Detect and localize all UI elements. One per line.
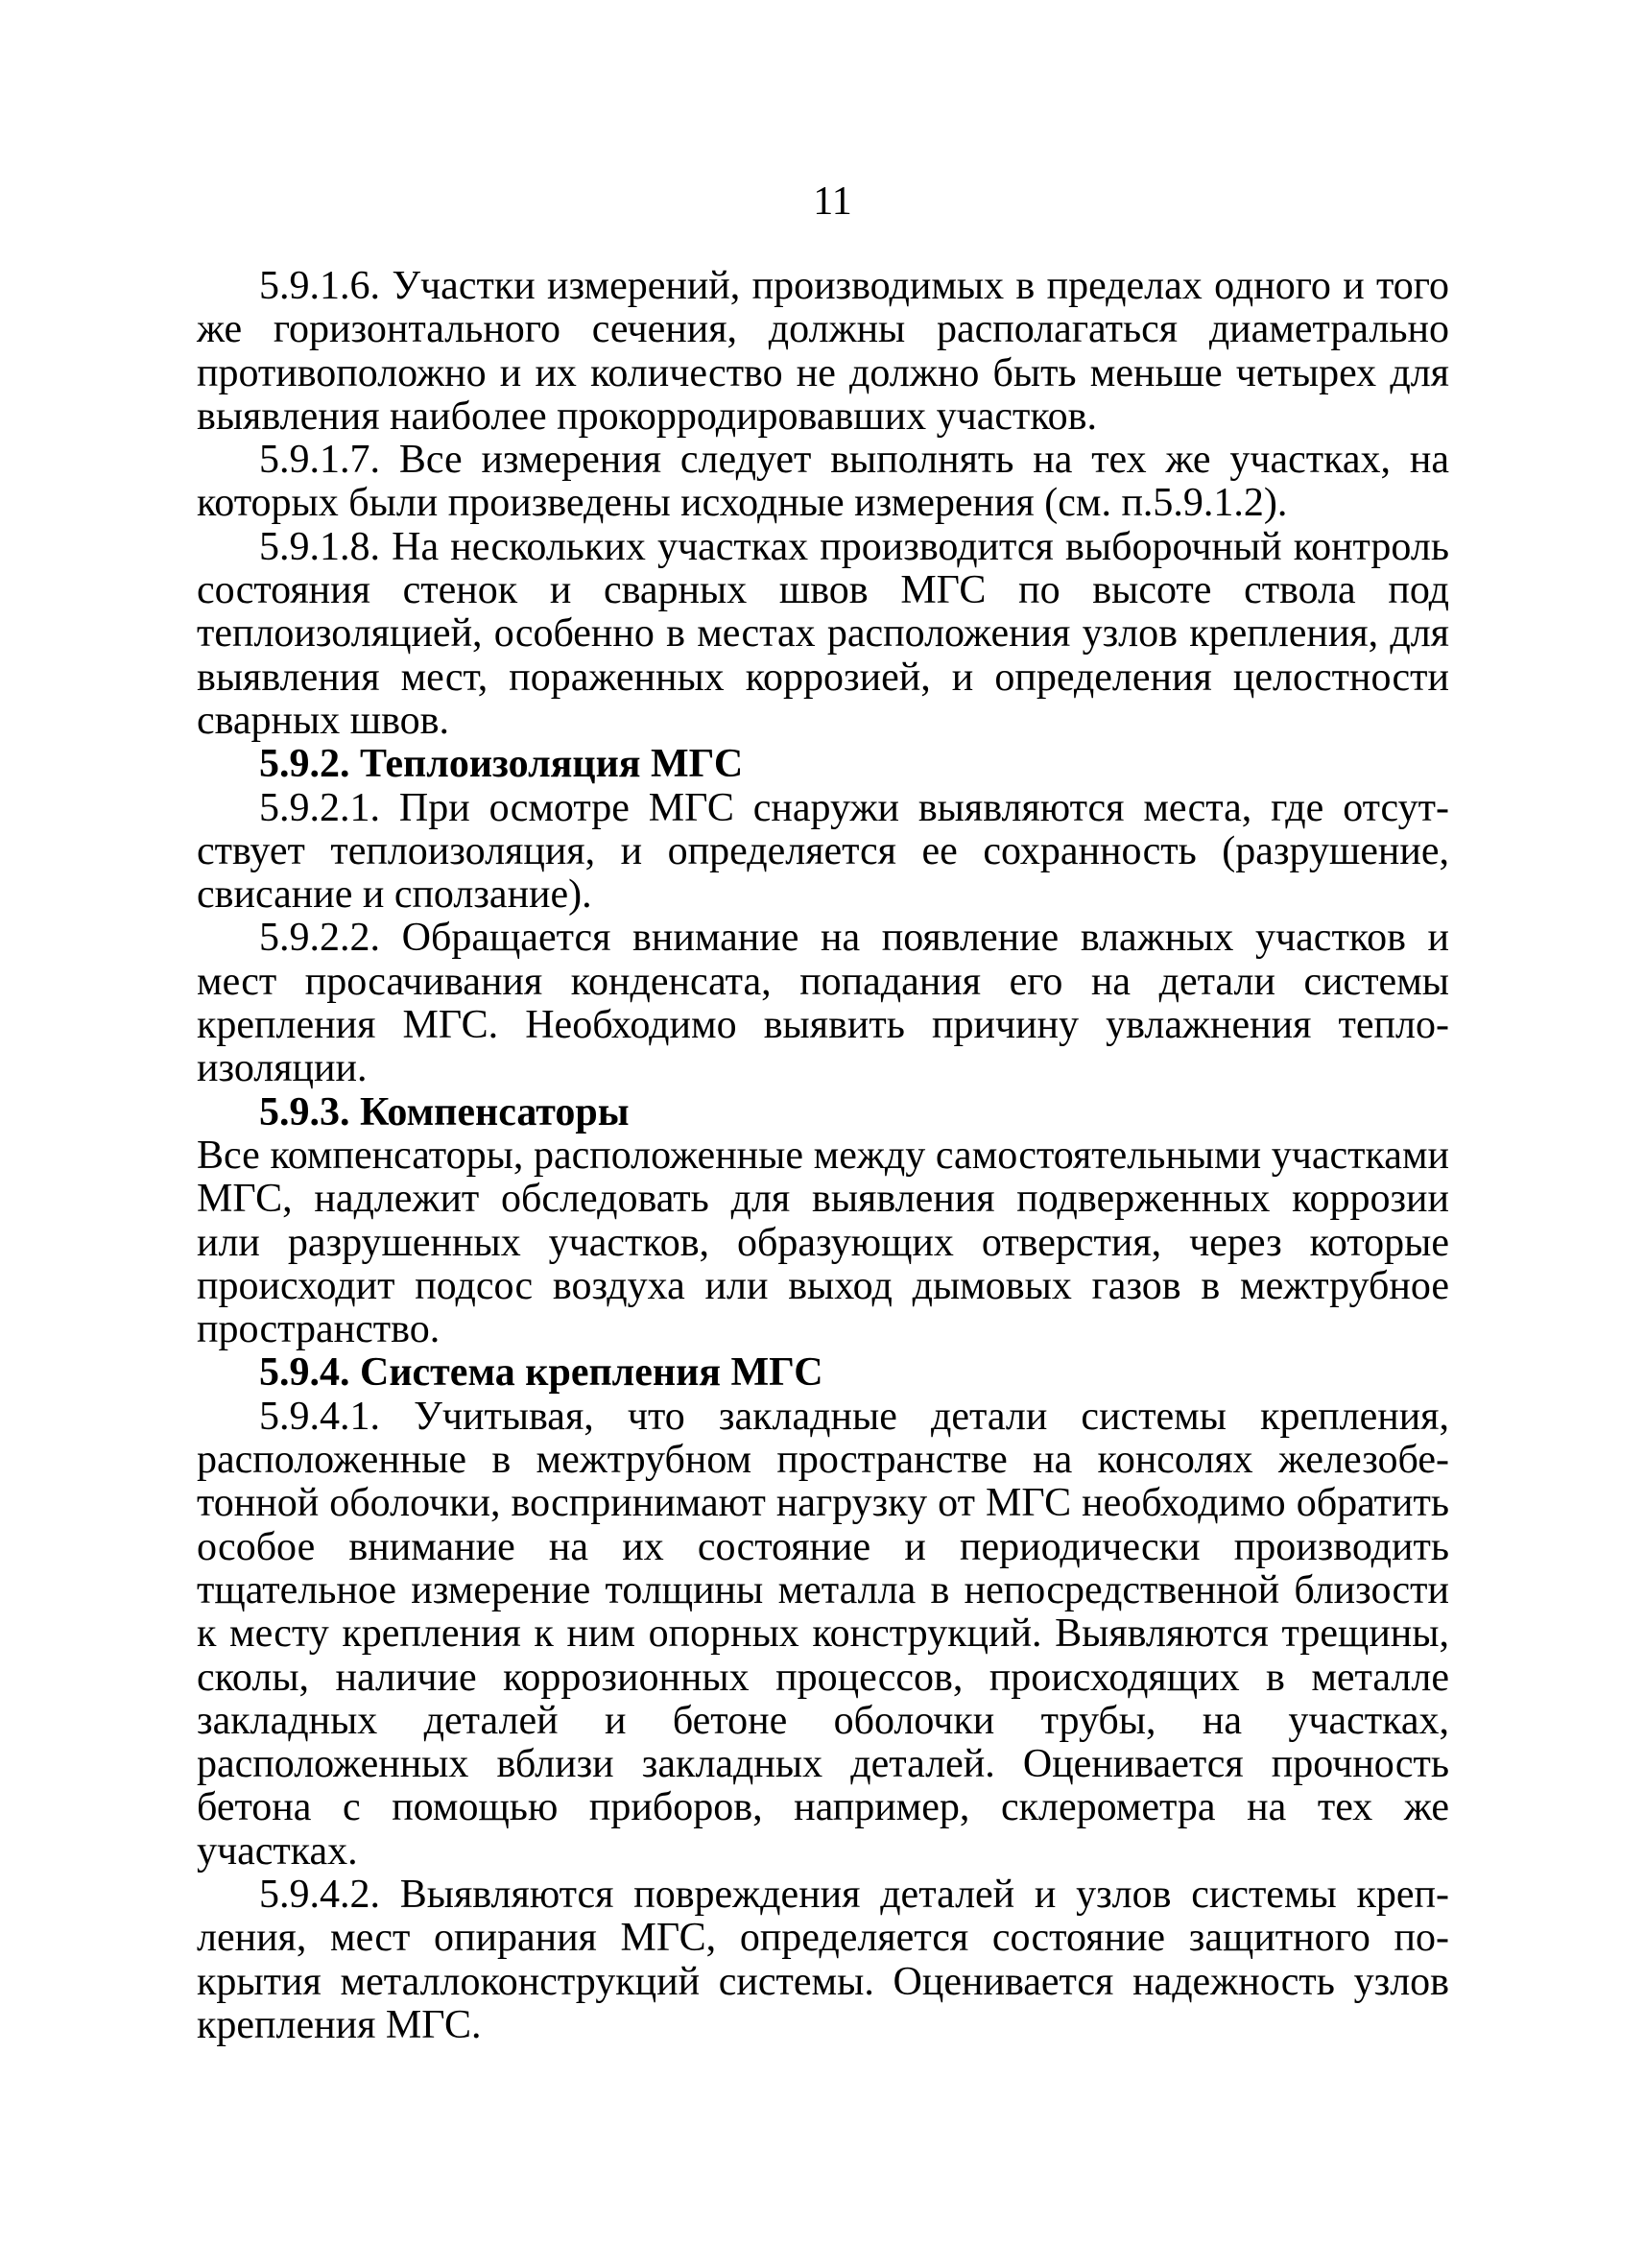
section-heading-5-9-2: 5.9.2. Теплоизоляция МГС (259, 742, 744, 787)
paragraph-5-9-4-1: 5.9.4.1. Учитывая, что закладные детали системы крепления, расположенные в межтрубном пространстве на консолях железобетонной оболочки, воспринимают нагрузку от МГС необходимо обратить особое внимание на их состояние и периодически производить тщательное измерение толщины металла в непосредственной близости к месту крепления к ним опорных конструкций. Выявляются трещины, сколы, наличие коррозионных процессов, происходящих в металле закладных деталей и бетоне оболочки трубы, на участках, расположенных вблизи закладных деталей. Оценивается прочность бетона с помощью приборов, например, склерометра на тех же участках. (197, 1394, 1449, 1874)
paragraph-5-9-4-2: 5.9.4.2. Выявляются повреждения деталей и узлов системы крепления, мест опирания МГС, определяется состояние защитного покрытия металлоконструкций системы. Оценивается надежность узлов крепления МГС. (197, 1872, 1449, 2047)
paragraph-5-9-2-2: 5.9.2.2. Обращается внимание на появление влажных участков и мест просачивания конденсата, попадания его на детали системы крепления МГС. Необходимо выявить причину увлажнения теплоизоляции. (197, 916, 1449, 1091)
paragraph-5-9-1-7: 5.9.1.7. Все измерения следует выполнять на тех же участках, на которых были произведены исходные измерения (см. п.5.9.1.2). (197, 438, 1449, 526)
paragraph-compensators: Все компенсаторы, расположенные между самостоятельными участками МГС, надлежит обследовать для выявления подверженных коррозии или разрушенных участков, образующих отверстия, через которые происходит подсос воздуха или выход дымовых газов в межтрубное пространство. (197, 1133, 1449, 1352)
section-heading-5-9-3: 5.9.3. Компенсаторы (259, 1089, 630, 1134)
page-number: 11 (813, 179, 852, 224)
paragraph-5-9-1-6: 5.9.1.6. Участки измерений, производимых в пределах одного и того же горизонтального сечения, должны располагаться диаметрально противоположно и их количество не должно быть меньше четырех для выявления наиболее прокорродировавших участков. (197, 264, 1449, 439)
section-heading-5-9-4: 5.9.4. Система крепления МГС (259, 1350, 823, 1396)
document-page (197, 173, 1449, 2047)
paragraph-5-9-1-8: 5.9.1.8. На нескольких участках производится выборочный контроль состояния стенок и сварных швов МГС по высоте ствола под теплоизоляцией, особенно в местах расположения узлов крепления, для выявления мест, пораженных коррозией, и определения целостности сварных швов. (197, 524, 1449, 743)
paragraph-5-9-2-1: 5.9.2.1. При осмотре МГС снаружи выявляются места, где отсутствует теплоизоляция, и определяется ее сохранность (разрушение, свисание и сползание). (197, 785, 1449, 918)
